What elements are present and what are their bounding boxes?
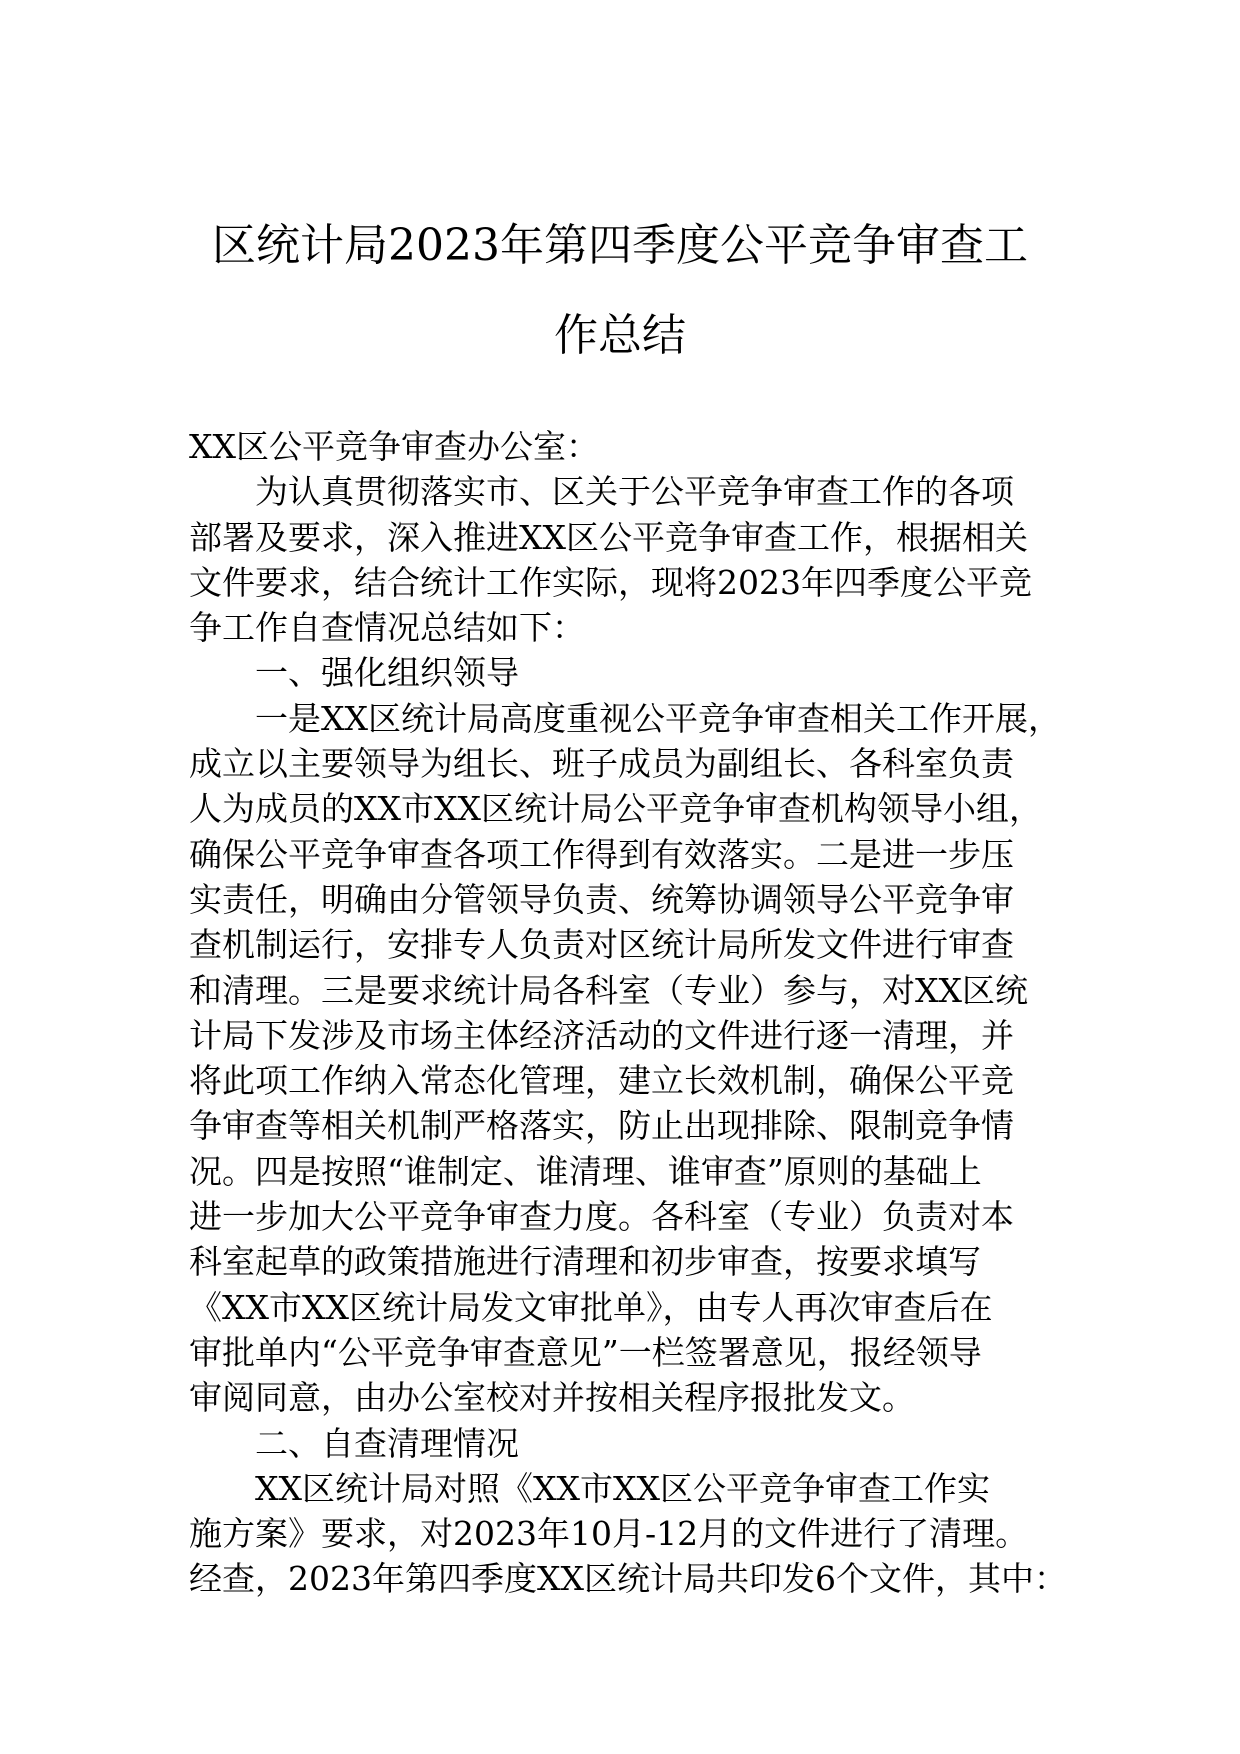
section-1-paragraph-line: 争审查等相关机制严格落实，防止出现排除、限制竞争情 (189, 1106, 1014, 1146)
section-1-paragraph-line: 科室起草的政策措施进行清理和初步审查，按要求填写 (189, 1242, 981, 1282)
intro-paragraph-line: 争工作自查情况总结如下： (189, 608, 585, 648)
section-1-paragraph-line: 审阅同意，由办公室校对并按相关程序报批发文。 (189, 1378, 915, 1418)
section-2-paragraph-line: XX区统计局对照《XX市XX区公平竞争审查工作实 (255, 1468, 990, 1508)
section-1-paragraph-line: 审批单内“公平竞争审查意见”一栏签署意见，报经领导 (189, 1332, 982, 1372)
document-title-line-1: 区统计局2023年第四季度公平竞争审查工 (212, 220, 1028, 271)
intro-paragraph-line: 文件要求，结合统计工作实际，现将2023年四季度公平竞 (189, 562, 1032, 602)
intro-paragraph-line: 为认真贯彻落实市、区关于公平竞争审查工作的各项 (255, 472, 1014, 512)
section-1-paragraph-line: 进一步加大公平竞争审查力度。各科室（专业）负责对本 (189, 1197, 1014, 1237)
section-2-paragraph-line: 经查，2023年第四季度XX区统计局共印发6个文件，其中： (189, 1559, 1067, 1599)
section-heading-1: 一、强化组织领导 (255, 653, 519, 693)
section-1-paragraph-line: 人为成员的XX市XX区统计局公平竞争审查机构领导小组， (189, 789, 1042, 829)
salutation-line: XX区公平竞争审查办公室： (189, 427, 599, 466)
section-1-paragraph-line: 实责任，明确由分管领导负责、统筹协调领导公平竞争审 (189, 879, 1014, 919)
section-1-paragraph-line: 查机制运行，安排专人负责对区统计局所发文件进行审查 (189, 925, 1014, 965)
document-body (189, 424, 1089, 1602)
section-1-paragraph-line: 况。四是按照“谁制定、谁清理、谁审查”原则的基础上 (189, 1151, 982, 1191)
section-1-paragraph-line: 计局下发涉及市场主体经济活动的文件进行逐一清理，并 (189, 1015, 1014, 1055)
section-1-paragraph-line: 《XX市XX区统计局发文审批单》，由专人再次审查后在 (189, 1287, 993, 1327)
document-title-line-2: 作总结 (554, 310, 686, 361)
section-1-paragraph-line: 将此项工作纳入常态化管理，建立长效机制，确保公平竞 (189, 1061, 1014, 1101)
section-1-paragraph-line: 和清理。三是要求统计局各科室（专业）参与，对XX区统 (189, 970, 1028, 1010)
section-heading-2: 二、自查清理情况 (255, 1423, 519, 1463)
section-1-paragraph-line: 一是XX区统计局高度重视公平竞争审查相关工作开展， (255, 698, 1061, 738)
section-1-paragraph-line: 成立以主要领导为组长、班子成员为副组长、各科室负责 (189, 744, 1014, 784)
section-1-paragraph-line: 确保公平竞争审查各项工作得到有效落实。二是进一步压 (189, 834, 1014, 874)
section-2-paragraph-line: 施方案》要求，对2023年10月-12月的文件进行了清理。 (189, 1514, 1029, 1554)
intro-paragraph-line: 部署及要求，深入推进XX区公平竞争审查工作，根据相关 (189, 517, 1028, 557)
